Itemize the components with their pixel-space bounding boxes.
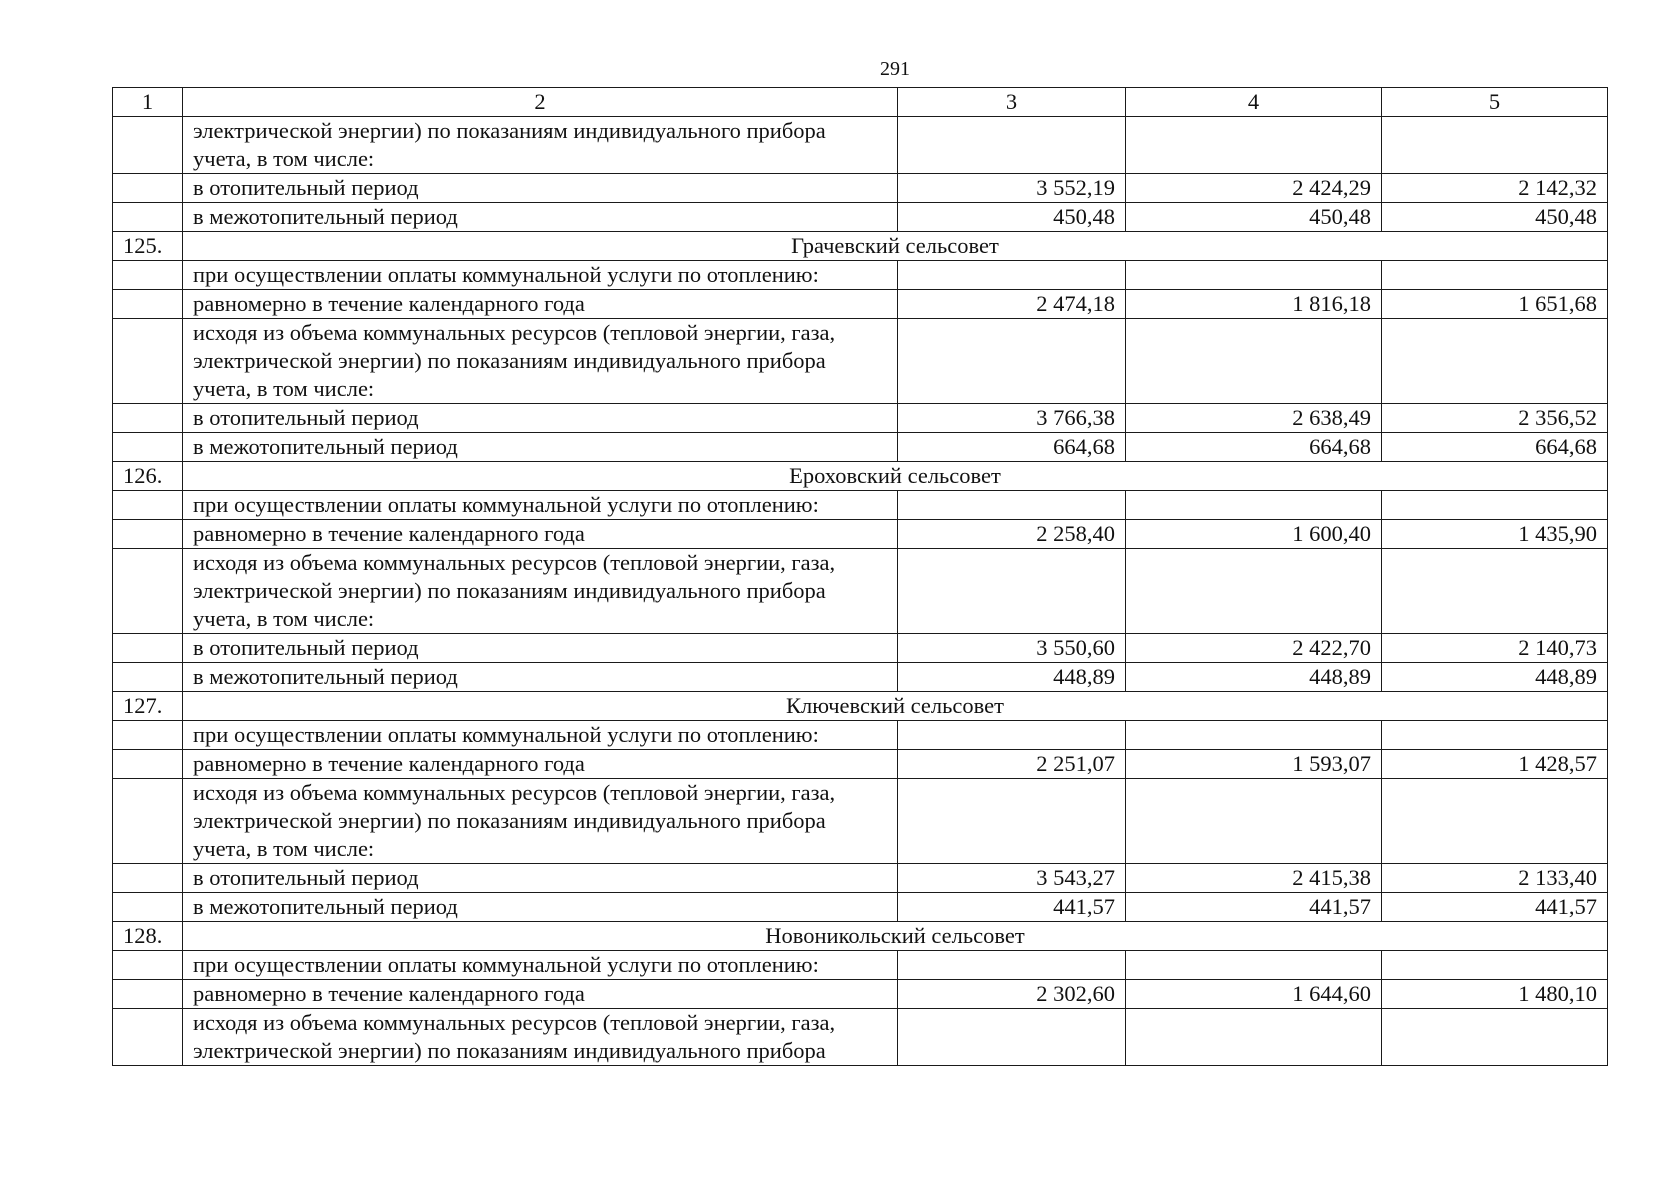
value-col-5	[1382, 117, 1608, 174]
value-col-4: 2 415,38	[1126, 864, 1382, 893]
row-description	[183, 203, 898, 232]
row-number: 128.	[113, 922, 183, 951]
row-number: 127.	[113, 692, 183, 721]
table-row	[113, 721, 1608, 750]
table-row	[113, 203, 1608, 232]
section-title: Ероховский сельсовет	[183, 462, 1608, 491]
table-row	[113, 319, 1608, 404]
value-col-4	[1126, 779, 1382, 864]
row-description	[183, 433, 898, 462]
description-line: исходя из объема коммунальных ресурсов (тепловой энергии, газа,	[193, 550, 836, 575]
header-col-4: 4	[1126, 88, 1382, 117]
description-line: исходя из объема коммунальных ресурсов (тепловой энергии, газа,	[193, 780, 836, 805]
value-col-5: 2 140,73	[1382, 634, 1608, 663]
value-col-5: 1 435,90	[1382, 520, 1608, 549]
row-description	[183, 864, 898, 893]
value-col-4: 664,68	[1126, 433, 1382, 462]
description-line: в отопительный период	[193, 635, 419, 660]
table-row	[113, 404, 1608, 433]
value-col-3	[898, 491, 1126, 520]
value-col-3: 2 251,07	[898, 750, 1126, 779]
row-description	[183, 549, 898, 634]
row-description	[183, 404, 898, 433]
row-number	[113, 893, 183, 922]
row-description	[183, 951, 898, 980]
table-row	[113, 951, 1608, 980]
description-line: при осуществлении оплаты коммунальной услуги по отоплению:	[193, 722, 819, 747]
row-number	[113, 319, 183, 404]
section-row	[113, 462, 1608, 491]
description-line: в межотопительный период	[193, 894, 458, 919]
value-col-3: 3 552,19	[898, 174, 1126, 203]
value-col-5: 664,68	[1382, 433, 1608, 462]
value-col-5	[1382, 721, 1608, 750]
value-col-3: 450,48	[898, 203, 1126, 232]
value-col-5	[1382, 319, 1608, 404]
table-row	[113, 1009, 1608, 1066]
row-description	[183, 117, 898, 174]
row-number	[113, 261, 183, 290]
table-row	[113, 663, 1608, 692]
description-line: учета, в том числе:	[193, 376, 375, 401]
row-number	[113, 117, 183, 174]
value-col-3: 2 302,60	[898, 980, 1126, 1009]
description-line: равномерно в течение календарного года	[193, 521, 585, 546]
value-col-4: 2 422,70	[1126, 634, 1382, 663]
value-col-4: 1 600,40	[1126, 520, 1382, 549]
value-col-3: 664,68	[898, 433, 1126, 462]
value-col-4	[1126, 1009, 1382, 1066]
value-col-5	[1382, 261, 1608, 290]
value-col-4: 450,48	[1126, 203, 1382, 232]
description-line: в межотопительный период	[193, 664, 458, 689]
section-row	[113, 232, 1608, 261]
section-title: Ключевский сельсовет	[183, 692, 1608, 721]
value-col-3: 3 766,38	[898, 404, 1126, 433]
description-line: при осуществлении оплаты коммунальной услуги по отоплению:	[193, 492, 819, 517]
row-description	[183, 721, 898, 750]
row-description	[183, 779, 898, 864]
description-line: электрической энергии) по показаниям индивидуального прибора	[193, 1038, 826, 1063]
row-description	[183, 750, 898, 779]
value-col-4	[1126, 491, 1382, 520]
row-number	[113, 203, 183, 232]
value-col-5: 450,48	[1382, 203, 1608, 232]
value-col-5: 1 651,68	[1382, 290, 1608, 319]
value-col-4	[1126, 117, 1382, 174]
value-col-5: 1 428,57	[1382, 750, 1608, 779]
row-description	[183, 290, 898, 319]
row-description	[183, 893, 898, 922]
table-row	[113, 433, 1608, 462]
section-title: Грачевский сельсовет	[183, 232, 1608, 261]
value-col-4: 2 638,49	[1126, 404, 1382, 433]
table-row	[113, 864, 1608, 893]
header-col-3: 3	[898, 88, 1126, 117]
value-col-4: 448,89	[1126, 663, 1382, 692]
row-number	[113, 290, 183, 319]
section-title: Новоникольский сельсовет	[183, 922, 1608, 951]
row-number	[113, 1009, 183, 1066]
value-col-3	[898, 721, 1126, 750]
value-col-4: 1 816,18	[1126, 290, 1382, 319]
description-line: в отопительный период	[193, 175, 419, 200]
value-col-4	[1126, 721, 1382, 750]
description-line: при осуществлении оплаты коммунальной услуги по отоплению:	[193, 262, 819, 287]
value-col-4	[1126, 549, 1382, 634]
value-col-4	[1126, 261, 1382, 290]
value-col-4: 1 593,07	[1126, 750, 1382, 779]
section-row	[113, 922, 1608, 951]
description-line: электрической энергии) по показаниям индивидуального прибора	[193, 118, 826, 143]
value-col-3	[898, 261, 1126, 290]
description-line: равномерно в течение календарного года	[193, 291, 585, 316]
description-line: в межотопительный период	[193, 204, 458, 229]
row-number	[113, 663, 183, 692]
row-description	[183, 261, 898, 290]
row-number	[113, 174, 183, 203]
value-col-5: 1 480,10	[1382, 980, 1608, 1009]
table-row	[113, 980, 1608, 1009]
table-row	[113, 520, 1608, 549]
table-row	[113, 634, 1608, 663]
value-col-3	[898, 951, 1126, 980]
value-col-3: 3 543,27	[898, 864, 1126, 893]
description-line: равномерно в течение календарного года	[193, 981, 585, 1006]
value-col-5: 448,89	[1382, 663, 1608, 692]
value-col-4: 1 644,60	[1126, 980, 1382, 1009]
table-row	[113, 117, 1608, 174]
row-description	[183, 634, 898, 663]
description-line: в межотопительный период	[193, 434, 458, 459]
description-line: в отопительный период	[193, 865, 419, 890]
value-col-3: 448,89	[898, 663, 1126, 692]
row-number	[113, 750, 183, 779]
value-col-3	[898, 319, 1126, 404]
value-col-5	[1382, 549, 1608, 634]
row-number	[113, 491, 183, 520]
value-col-4: 2 424,29	[1126, 174, 1382, 203]
table-row	[113, 779, 1608, 864]
value-col-5	[1382, 491, 1608, 520]
description-line: исходя из объема коммунальных ресурсов (тепловой энергии, газа,	[193, 1010, 836, 1035]
description-line: исходя из объема коммунальных ресурсов (тепловой энергии, газа,	[193, 320, 836, 345]
row-description	[183, 319, 898, 404]
value-col-3	[898, 779, 1126, 864]
value-col-5: 2 142,32	[1382, 174, 1608, 203]
value-col-3: 2 474,18	[898, 290, 1126, 319]
description-line: при осуществлении оплаты коммунальной услуги по отоплению:	[193, 952, 819, 977]
description-line: в отопительный период	[193, 405, 419, 430]
value-col-4: 441,57	[1126, 893, 1382, 922]
description-line: электрической энергии) по показаниям индивидуального прибора	[193, 578, 826, 603]
value-col-4	[1126, 951, 1382, 980]
table-body	[113, 88, 1608, 1066]
page-number: 291	[880, 58, 910, 80]
row-description	[183, 491, 898, 520]
row-number	[113, 951, 183, 980]
description-line: равномерно в течение календарного года	[193, 751, 585, 776]
description-line: электрической энергии) по показаниям индивидуального прибора	[193, 808, 826, 833]
value-col-5: 2 356,52	[1382, 404, 1608, 433]
row-number: 125.	[113, 232, 183, 261]
value-col-5: 441,57	[1382, 893, 1608, 922]
row-description	[183, 1009, 898, 1066]
row-number	[113, 980, 183, 1009]
header-col-5: 5	[1382, 88, 1608, 117]
table-header-row	[113, 88, 1608, 117]
value-col-5	[1382, 1009, 1608, 1066]
header-col-2: 2	[183, 88, 898, 117]
table-row	[113, 261, 1608, 290]
value-col-3: 3 550,60	[898, 634, 1126, 663]
value-col-3: 441,57	[898, 893, 1126, 922]
header-col-1: 1	[113, 88, 183, 117]
row-number: 126.	[113, 462, 183, 491]
table-row	[113, 549, 1608, 634]
description-line: учета, в том числе:	[193, 146, 375, 171]
table-row	[113, 750, 1608, 779]
row-number	[113, 634, 183, 663]
table-row	[113, 893, 1608, 922]
value-col-3: 2 258,40	[898, 520, 1126, 549]
value-col-5	[1382, 779, 1608, 864]
row-number	[113, 779, 183, 864]
row-number	[113, 433, 183, 462]
table-row	[113, 491, 1608, 520]
row-number	[113, 404, 183, 433]
row-description	[183, 174, 898, 203]
table-row	[113, 174, 1608, 203]
row-description	[183, 520, 898, 549]
description-line: электрической энергии) по показаниям индивидуального прибора	[193, 348, 826, 373]
description-line: учета, в том числе:	[193, 836, 375, 861]
row-number	[113, 864, 183, 893]
table-row	[113, 290, 1608, 319]
row-description	[183, 663, 898, 692]
section-row	[113, 692, 1608, 721]
description-line: учета, в том числе:	[193, 606, 375, 631]
value-col-3	[898, 117, 1126, 174]
value-col-5: 2 133,40	[1382, 864, 1608, 893]
value-col-4	[1126, 319, 1382, 404]
row-number	[113, 520, 183, 549]
row-number	[113, 549, 183, 634]
tariff-table	[112, 87, 1608, 1066]
value-col-3	[898, 549, 1126, 634]
value-col-3	[898, 1009, 1126, 1066]
row-description	[183, 980, 898, 1009]
row-number	[113, 721, 183, 750]
value-col-5	[1382, 951, 1608, 980]
